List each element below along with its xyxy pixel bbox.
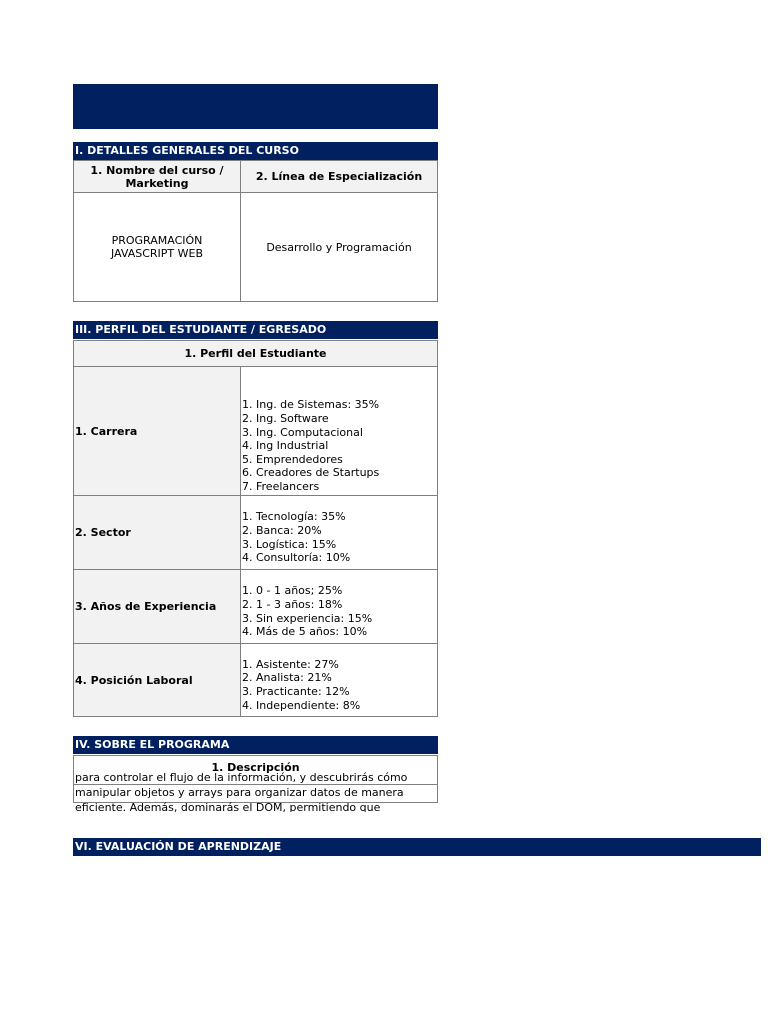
section-evaluation-title: VI. EVALUACIÓN DE APRENDIZAJE <box>73 838 761 856</box>
description-line: para controlar el flujo de la información, y descubrirás cómo <box>75 771 408 784</box>
list-item: 2. Analista: 21% <box>242 671 332 685</box>
profile-row-label-experience: 3. Años de Experiencia <box>73 569 241 644</box>
list-item: 3. Sin experiencia: 15% <box>242 611 373 625</box>
course-name-header: 1. Nombre del curso / Marketing <box>73 160 241 193</box>
header-banner <box>73 84 438 129</box>
list-item: 7. Freelancers <box>242 479 320 493</box>
list-item: 4. Ing Industrial <box>242 439 329 453</box>
section-general-details-title: I. DETALLES GENERALES DEL CURSO <box>73 142 438 160</box>
list-item: 4. Independiente: 8% <box>242 698 361 712</box>
course-name-value: PROGRAMACIÓN JAVASCRIPT WEB <box>73 192 241 302</box>
list-item: 3. Ing. Computacional <box>242 425 363 439</box>
section-program-title: IV. SOBRE EL PROGRAMA <box>73 736 438 754</box>
list-item: 4. Más de 5 años: 10% <box>242 625 368 639</box>
profile-row-items-career <box>240 366 438 496</box>
list-item: 1. 0 - 1 años; 25% <box>242 584 343 598</box>
list-item: 1. Asistente: 27% <box>242 657 339 671</box>
list-item: 3. Logística: 15% <box>242 537 337 551</box>
list-item: 4. Consultoría: 10% <box>242 551 351 565</box>
profile-row-label-position: 4. Posición Laboral <box>73 643 241 717</box>
list-item: 1. Tecnología: 35% <box>242 510 346 524</box>
list-item: 2. Ing. Software <box>242 412 329 426</box>
description-line: manipular objetos y arrays para organizar datos de manera <box>75 786 404 799</box>
profile-row-label-sector: 2. Sector <box>73 495 241 570</box>
profile-row-items-position <box>240 643 438 717</box>
list-item: 6. Creadores de Startups <box>242 466 380 480</box>
specialization-value: Desarrollo y Programación <box>240 192 438 302</box>
list-item: 3. Practicante: 12% <box>242 685 350 698</box>
student-profile-header: 1. Perfil del Estudiante <box>73 340 438 367</box>
description-header: 1. Descripción <box>211 761 300 774</box>
list-item: 2. Banca: 20% <box>242 523 322 537</box>
list-item: 2. 1 - 3 años: 18% <box>242 597 343 611</box>
profile-row-items-experience <box>240 569 438 644</box>
profile-row-label-career: 1. Carrera <box>73 366 241 496</box>
section-student-profile-title: III. PERFIL DEL ESTUDIANTE / EGRESADO <box>73 321 438 339</box>
description-line: eficiente. Además, dominarás el DOM, permitiendo que <box>75 801 381 812</box>
specialization-header: 2. Línea de Especialización <box>240 160 438 193</box>
list-item: 5. Emprendedores <box>242 452 343 466</box>
list-item: 1. Ing. de Sistemas: 35% <box>242 398 380 412</box>
profile-row-items-sector <box>240 495 438 570</box>
